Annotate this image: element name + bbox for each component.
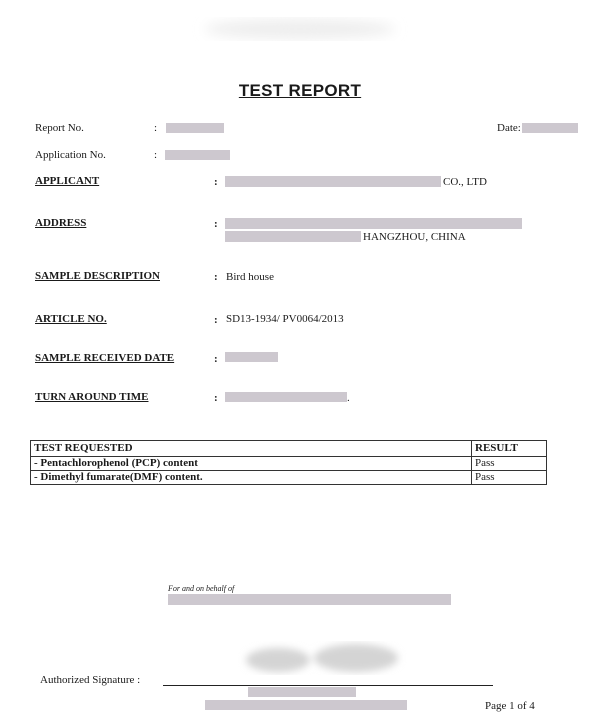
redacted-address-line2 (225, 231, 361, 242)
address-colon: : (214, 218, 218, 230)
report-no-colon: : (154, 122, 158, 134)
sample-description-value: Bird house (226, 271, 274, 283)
redacted-received-date (225, 352, 278, 362)
sample-received-date-colon: : (214, 353, 218, 365)
article-no-label: ARTICLE NO. (35, 313, 107, 325)
table-header-row (31, 441, 547, 457)
report-no-label: Report No. (35, 122, 84, 134)
turn-around-time-label: TURN AROUND TIME (35, 391, 149, 403)
redacted-report-no (166, 123, 224, 133)
sample-description-label: SAMPLE DESCRIPTION (35, 270, 160, 282)
turn-around-time-suffix: . (347, 392, 350, 404)
application-no-colon: : (154, 149, 158, 161)
test-name-cell: - Dimethyl fumarate(DMF) content. (31, 471, 472, 485)
address-label: ADDRESS (35, 217, 87, 229)
applicant-label: APPLICANT (35, 175, 100, 187)
column-header-result: RESULT (472, 441, 547, 457)
applicant-colon: : (214, 176, 218, 188)
blurred-header-logo (180, 5, 420, 50)
redacted-company-name (168, 594, 451, 605)
applicant-value-suffix: CO., LTD (443, 176, 487, 188)
column-header-test-requested: TEST REQUESTED (31, 441, 472, 457)
date-label: Date: (497, 122, 521, 134)
test-name-cell: - Pentachlorophenol (PCP) content (31, 457, 472, 471)
redacted-applicant-name (225, 176, 441, 187)
page-number: Page 1 of 4 (485, 700, 535, 712)
result-cell: Pass (472, 471, 547, 485)
application-no-label: Application No. (35, 149, 106, 161)
sample-received-date-label: SAMPLE RECEIVED DATE (35, 352, 175, 364)
redacted-application-no (165, 150, 230, 160)
sample-description-colon: : (214, 271, 218, 283)
result-cell: Pass (472, 457, 547, 471)
article-no-value: SD13-1934/ PV0064/2013 (226, 313, 344, 325)
turn-around-time-colon: : (214, 392, 218, 404)
redacted-date (522, 123, 578, 133)
address-value-suffix: HANGZHOU, CHINA (363, 231, 466, 243)
on-behalf-text: For and on behalf of (168, 584, 235, 593)
redacted-turn-around-time (225, 392, 347, 402)
blurred-signature (238, 638, 408, 678)
redacted-signatory-title (205, 700, 407, 710)
article-no-colon: : (214, 314, 218, 326)
redacted-address-line1 (225, 218, 522, 229)
table-row (31, 471, 547, 485)
table-row (31, 457, 547, 471)
page-title: TEST REPORT (238, 81, 362, 100)
redacted-signatory-name (248, 687, 356, 697)
test-results-table (30, 440, 547, 485)
authorized-signature-label: Authorized Signature : (40, 674, 141, 686)
signature-line (163, 685, 493, 686)
